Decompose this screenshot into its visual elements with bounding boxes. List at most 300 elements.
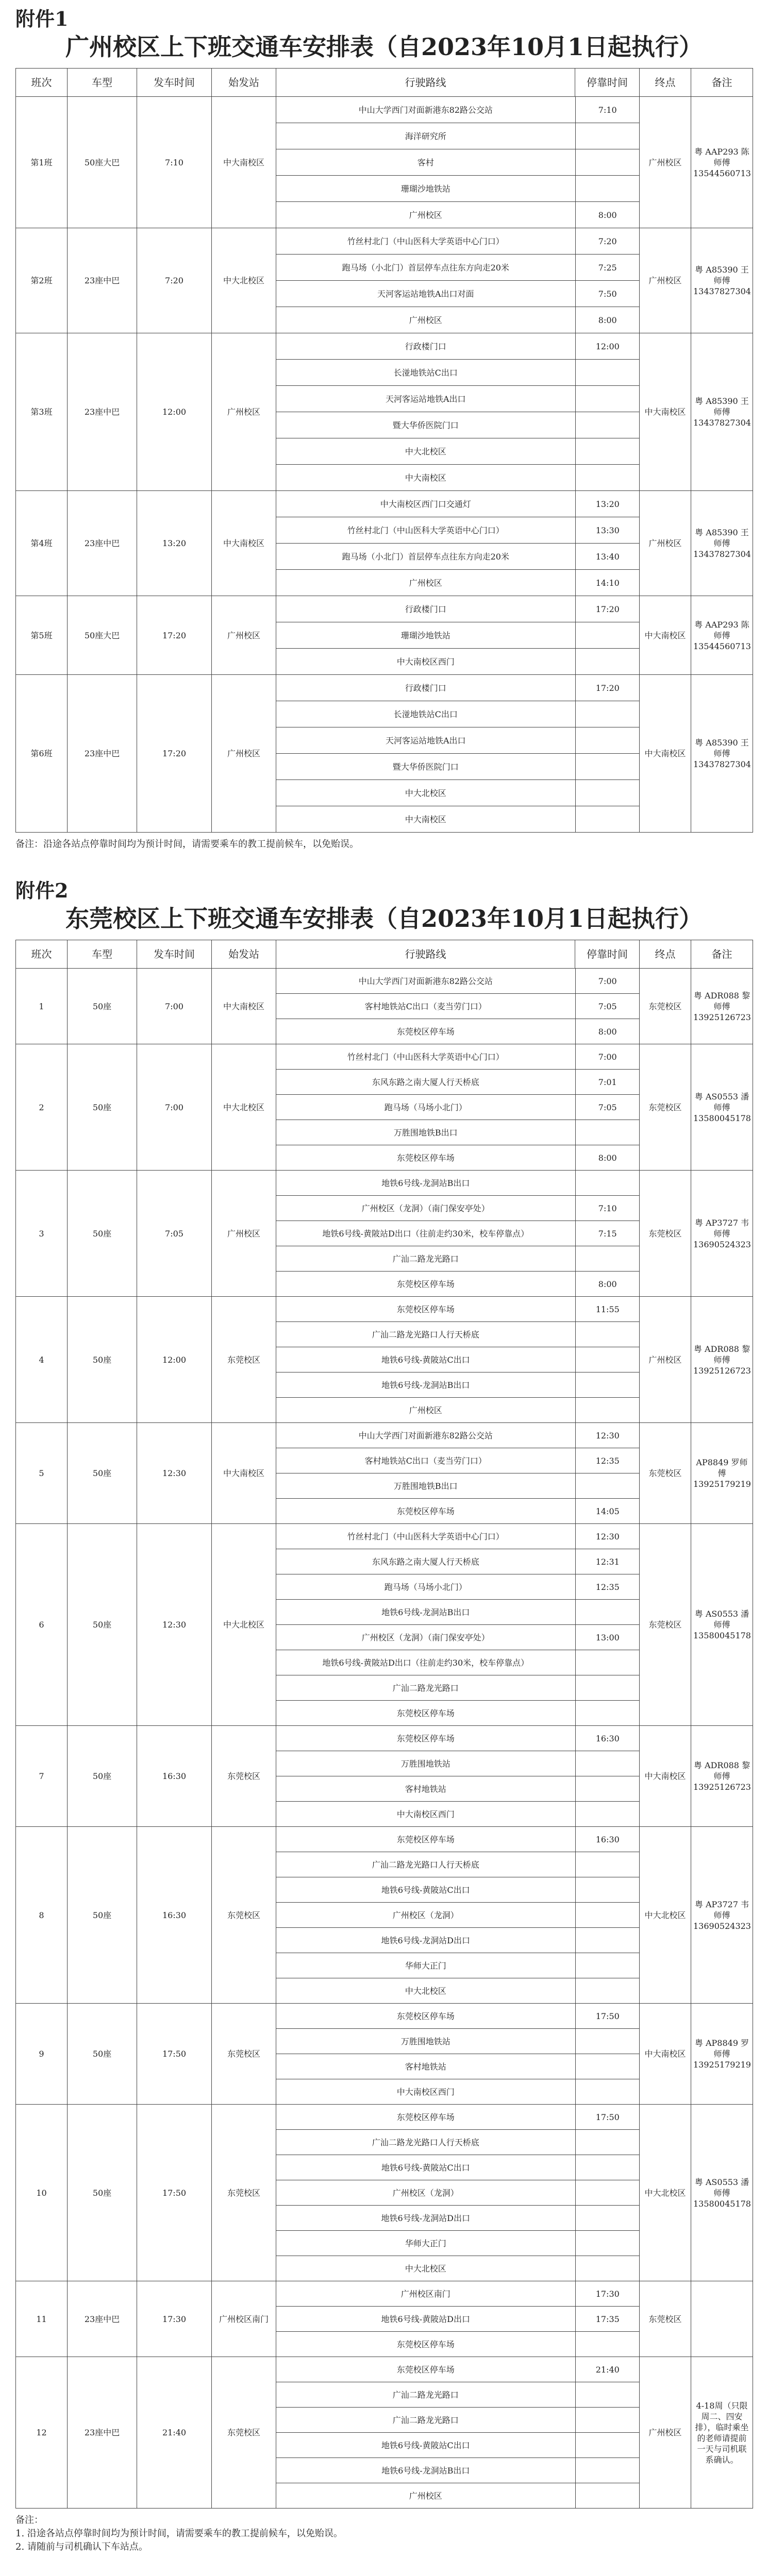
stop-name: 中大北校区 (276, 1978, 575, 2004)
column-header: 备注 (691, 69, 753, 97)
vehicle-type: 50座 (68, 1524, 137, 1726)
stop-name: 地铁6号线-龙洞站B出口 (276, 1171, 575, 1196)
stop-time: 16:30 (575, 1827, 640, 1852)
stop-time (575, 1852, 640, 1877)
stop-time: 8:00 (598, 315, 617, 325)
stop-row (276, 1145, 640, 1171)
stop-row (276, 1044, 640, 1070)
stops-table (276, 969, 640, 1044)
destination-station: 广州校区 (640, 491, 691, 596)
stop-name: 广汕二路龙光路口 (276, 1675, 575, 1701)
stop-name: 中山大学西门对面新港东82路公交站 (276, 1423, 575, 1448)
departure-time: 17:50 (137, 2004, 212, 2105)
stop-name: 东莞校区停车场 (276, 1499, 575, 1524)
stop-row (276, 1802, 640, 1827)
stop-row (276, 1701, 640, 1726)
vehicle-type: 50座 (68, 1044, 137, 1171)
origin-station: 东莞校区 (212, 2105, 276, 2281)
stop-name: 地铁6号线-龙洞站B出口 (276, 1600, 575, 1625)
stop-name: 天河客运站地铁A出口对面 (276, 281, 575, 307)
stop-time (575, 1751, 640, 1776)
stop-time: 7:10 (575, 1196, 640, 1221)
stop-row (276, 1347, 640, 1372)
destination-station: 东莞校区 (640, 1524, 691, 1726)
column-header: 备注 (691, 940, 753, 969)
destination-station: 东莞校区 (640, 1044, 691, 1171)
destination-station: 中大南校区 (640, 596, 691, 675)
stop-row (276, 1549, 640, 1574)
stop-time (575, 701, 640, 727)
dongguan-note (15, 2514, 753, 2554)
stop-time: 13:20 (575, 491, 640, 517)
stop-time: 7:25 (575, 255, 640, 281)
stop-time: 16:30 (575, 1726, 640, 1751)
stop-name: 客村地铁站C出口（麦当劳门口） (276, 1448, 575, 1473)
stop-name: 广汕二路龙光路口人行天桥底 (276, 1852, 575, 1877)
stop-name: 东风东路之南大厦人行天桥底 (276, 1070, 575, 1095)
route-cell (276, 969, 640, 1044)
stop-row (276, 2130, 640, 2155)
stop-name: 东莞校区停车场 (276, 1019, 575, 1044)
stop-name: 客村 (276, 149, 575, 176)
stop-name: 地铁6号线-龙洞站B出口 (276, 1372, 575, 1398)
destination-station: 中大北校区 (640, 1827, 691, 2004)
stop-time: 7:00 (575, 969, 640, 994)
vehicle-type: 50座 (68, 1827, 137, 2004)
stop-name: 中大南校区 (276, 806, 575, 833)
stop-name: 中大南校区西门口交通灯 (276, 491, 575, 517)
stop-row (276, 2281, 640, 2307)
stop-time (575, 2483, 640, 2509)
stop-time: 17:50 (575, 2105, 640, 2130)
shift-number: 5 (16, 1423, 68, 1524)
stop-time: 17:20 (575, 596, 640, 622)
stop-name: 地铁6号线-黄陂站D出口（往前走约30米，校车停靠点） (276, 1650, 575, 1675)
table-row (16, 2004, 753, 2105)
stop-row (276, 1120, 640, 1145)
stop-row (276, 2079, 640, 2105)
route-cell (276, 1423, 640, 1524)
remark: 粤 ADR088 黎师傅 13925126723 (691, 1297, 753, 1423)
departure-time: 12:30 (137, 1524, 212, 1726)
destination-station: 广州校区 (640, 97, 691, 228)
stop-time: 7:15 (575, 1221, 640, 1246)
destination-station: 广州校区 (640, 1297, 691, 1423)
route-cell (276, 1726, 640, 1827)
shift-number: 1 (16, 969, 68, 1044)
stop-name: 地铁6号线-黄陂站C出口 (276, 2155, 575, 2180)
remark: 粤 A85390 王师傅 13437827304 (691, 491, 753, 596)
departure-time: 12:00 (137, 333, 212, 491)
stop-name: 客村地铁站 (276, 2054, 575, 2079)
stop-name: 广汕二路龙光路口 (276, 1246, 575, 1272)
stop-time (575, 1953, 640, 1978)
destination-station: 东莞校区 (640, 2281, 691, 2357)
stop-time: 21:40 (575, 2357, 640, 2382)
stop-row (276, 360, 640, 386)
stop-row (276, 622, 640, 649)
vehicle-type: 23座中巴 (68, 2357, 137, 2509)
stop-row (276, 1852, 640, 1877)
stop-name: 广州校区（龙洞） (276, 2180, 575, 2206)
stop-row (276, 1928, 640, 1953)
stop-row (276, 1978, 640, 2004)
stop-time: 7:20 (575, 228, 640, 255)
stop-row (276, 701, 640, 727)
stop-row (276, 2155, 640, 2180)
stop-row (276, 2458, 640, 2483)
stop-row (276, 1751, 640, 1776)
origin-station: 中大南校区 (212, 969, 276, 1044)
column-header: 终点 (640, 940, 691, 969)
stops-table (276, 97, 640, 228)
stop-name: 万胜围地铁B出口 (276, 1120, 575, 1145)
stop-time (575, 1701, 640, 1726)
vehicle-type: 50座 (68, 969, 137, 1044)
vehicle-type: 23座中巴 (68, 2281, 137, 2357)
destination-station: 中大南校区 (640, 2004, 691, 2105)
stop-name: 东莞校区停车场 (276, 2357, 575, 2382)
departure-time: 12:30 (137, 1423, 212, 1524)
stop-row (276, 1574, 640, 1600)
stop-time: 8:00 (598, 210, 617, 220)
departure-time: 16:30 (137, 1726, 212, 1827)
stop-row (276, 1423, 640, 1448)
vehicle-type: 23座中巴 (68, 333, 137, 491)
stop-row (276, 969, 640, 994)
stop-name: 长湴地铁站C出口 (276, 360, 575, 386)
vehicle-type: 50座 (68, 1171, 137, 1297)
vehicle-type: 23座中巴 (68, 228, 137, 333)
stop-name: 珊瑚沙地铁站 (276, 622, 575, 649)
origin-station: 广州校区 (212, 333, 276, 491)
stop-name: 竹丝村北门（中山医科大学英语中心门口） (276, 228, 575, 255)
stop-row (276, 2307, 640, 2332)
dongguan-note-title: 备注： (15, 2515, 43, 2526)
destination-station: 东莞校区 (640, 1423, 691, 1524)
stop-row (276, 649, 640, 675)
stop-row (276, 570, 640, 596)
stop-name: 跑马场（小北门）首层停车点往东方向走20米 (276, 255, 575, 281)
stop-name: 东莞校区停车场 (276, 1272, 575, 1297)
stops-table (276, 1827, 640, 2003)
column-header: 停靠时间 (575, 69, 640, 97)
guangzhou-schedule-title: 广州校区上下班交通车安排表（自2023年10月1日起执行） (65, 33, 703, 61)
vehicle-type: 50座 (68, 1297, 137, 1423)
stop-name: 华师大正门 (276, 2231, 575, 2256)
table-row (16, 97, 753, 228)
stop-row (276, 491, 640, 517)
stop-time (575, 622, 640, 649)
route-cell (276, 2004, 640, 2105)
stop-row (276, 1196, 640, 1221)
stop-time (575, 649, 640, 675)
stop-time (575, 2332, 640, 2357)
stop-name: 东风东路之南大厦人行天桥底 (276, 1549, 575, 1574)
stop-time (575, 2130, 640, 2155)
remark: 粤 AS0553 潘师傅 13580045178 (691, 1524, 753, 1726)
stop-time (575, 754, 640, 780)
stop-time (575, 1802, 640, 1827)
route-cell (276, 675, 640, 833)
stop-row (276, 1171, 640, 1196)
table-row (16, 1726, 753, 1827)
dongguan-note-line-2: 2. 请随前与司机确认下车站点。 (15, 2541, 148, 2552)
stop-row (276, 2231, 640, 2256)
stop-name: 地铁6号线-黄陂站C出口 (276, 1347, 575, 1372)
shift-number: 第5班 (16, 596, 68, 675)
stop-row (276, 1297, 640, 1322)
stop-row (276, 333, 640, 360)
stop-time: 7:05 (575, 994, 640, 1019)
stop-time (575, 806, 640, 833)
stop-name: 广州校区 (276, 307, 575, 333)
stop-time (575, 2408, 640, 2433)
stop-time (575, 1473, 640, 1499)
column-header: 停靠时间 (575, 940, 640, 969)
stop-row (276, 2483, 640, 2509)
stops-table (276, 1171, 640, 1296)
vehicle-type: 23座中巴 (68, 675, 137, 833)
vehicle-type: 23座中巴 (68, 491, 137, 596)
stop-name: 万胜围地铁B出口 (276, 1473, 575, 1499)
shift-number: 11 (16, 2281, 68, 2357)
page (0, 7, 768, 2554)
stop-name: 珊瑚沙地铁站 (276, 176, 575, 202)
stop-row (276, 780, 640, 806)
table-header-row (16, 69, 753, 97)
origin-station: 东莞校区 (212, 1726, 276, 1827)
stops-table (276, 491, 640, 596)
stop-name: 广州校区 (276, 570, 575, 596)
remark: 粤 AAP293 陈师傅 13544560713 (691, 97, 753, 228)
destination-station: 中大北校区 (640, 2105, 691, 2281)
route-cell (276, 596, 640, 675)
stop-row (276, 438, 640, 465)
stop-time (575, 2231, 640, 2256)
stop-row (276, 1448, 640, 1473)
departure-time: 16:30 (137, 1827, 212, 2004)
stop-name: 天河客运站地铁A出口 (276, 727, 575, 754)
stop-row (276, 994, 640, 1019)
remark: 粤 AP3727 韦师傅 13690524323 (691, 1171, 753, 1297)
stops-table (276, 596, 640, 674)
stop-time (575, 1347, 640, 1372)
stop-row (276, 2382, 640, 2408)
stop-row (276, 1675, 640, 1701)
stop-name: 东莞校区停车场 (276, 2105, 575, 2130)
stop-name: 东莞校区停车场 (276, 1145, 575, 1171)
table-row (16, 1297, 753, 1423)
stop-time (575, 2382, 640, 2408)
origin-station: 东莞校区 (212, 2357, 276, 2509)
shift-number: 6 (16, 1524, 68, 1726)
stop-name: 东莞校区停车场 (276, 1701, 575, 1726)
origin-station: 中大北校区 (212, 1044, 276, 1171)
departure-time: 17:20 (137, 596, 212, 675)
shift-number: 8 (16, 1827, 68, 2004)
column-header: 班次 (16, 69, 68, 97)
attachment-2-label: 附件2 (15, 879, 69, 902)
route-cell (276, 2357, 640, 2509)
shift-number: 3 (16, 1171, 68, 1297)
stop-time (575, 123, 640, 149)
table-row (16, 2281, 753, 2357)
origin-station: 中大南校区 (212, 97, 276, 228)
vehicle-type: 50座大巴 (68, 97, 137, 228)
stop-name: 万胜围地铁站 (276, 1751, 575, 1776)
stop-name: 中大南校区 (276, 465, 575, 491)
stop-name: 广汕二路龙光路口人行天桥底 (276, 2130, 575, 2155)
stop-row (276, 307, 640, 333)
stop-row (276, 255, 640, 281)
stop-time (575, 727, 640, 754)
stop-name: 竹丝村北门（中山医科大学英语中心门口） (276, 517, 575, 544)
stop-row (276, 97, 640, 123)
stop-time (575, 1776, 640, 1802)
stop-name: 行政楼门口 (276, 333, 575, 360)
column-header: 行驶路线 (276, 69, 575, 97)
stop-time: 7:50 (575, 281, 640, 307)
origin-station: 中大南校区 (212, 1423, 276, 1524)
stop-row (276, 2256, 640, 2281)
departure-time: 7:10 (137, 97, 212, 228)
stop-name: 中大南校区西门 (276, 649, 575, 675)
stop-name: 暨大华侨医院门口 (276, 412, 575, 438)
shift-number: 10 (16, 2105, 68, 2281)
stop-time: 8:00 (598, 1279, 617, 1289)
stops-table (276, 675, 640, 832)
stop-name: 东莞校区停车场 (276, 2004, 575, 2029)
route-cell (276, 2105, 640, 2281)
column-header: 班次 (16, 940, 68, 969)
stop-time: 17:30 (575, 2281, 640, 2307)
stop-row (276, 1953, 640, 1978)
stop-time (575, 1600, 640, 1625)
stop-time: 8:00 (598, 1026, 617, 1037)
stop-time (575, 2054, 640, 2079)
stop-row (276, 176, 640, 202)
stop-row (276, 1600, 640, 1625)
stop-name: 中山大学西门对面新港东82路公交站 (276, 97, 575, 123)
stop-time (575, 2458, 640, 2483)
stop-time (575, 412, 640, 438)
stop-time: 13:30 (575, 517, 640, 544)
stop-row (276, 465, 640, 491)
stop-name: 广州校区 (276, 202, 575, 228)
column-header: 行驶路线 (276, 940, 575, 969)
stop-name: 客村地铁站C出口（麦当劳门口） (276, 994, 575, 1019)
stop-row (276, 386, 640, 412)
shift-number: 第6班 (16, 675, 68, 833)
stop-name: 东莞校区停车场 (276, 1827, 575, 1852)
stop-name: 客村地铁站 (276, 1776, 575, 1802)
stop-row (276, 1726, 640, 1751)
stop-row (276, 228, 640, 255)
stop-name: 地铁6号线-黄陂站C出口 (276, 2433, 575, 2458)
stop-row (276, 281, 640, 307)
stops-table (276, 333, 640, 490)
stops-table (276, 2281, 640, 2357)
stop-row (276, 544, 640, 570)
guangzhou-schedule-table (15, 68, 753, 833)
origin-station: 中大北校区 (212, 228, 276, 333)
stop-name: 海洋研究所 (276, 123, 575, 149)
table-row (16, 1171, 753, 1297)
departure-time: 17:20 (137, 675, 212, 833)
table-row (16, 333, 753, 491)
destination-station: 东莞校区 (640, 1171, 691, 1297)
stop-time (575, 2180, 640, 2206)
destination-station: 中大南校区 (640, 333, 691, 491)
stop-time: 12:30 (575, 1423, 640, 1448)
departure-time: 7:00 (137, 969, 212, 1044)
remark: 粤 A85390 王师傅 13437827304 (691, 333, 753, 491)
stop-row (276, 1398, 640, 1423)
stop-time (575, 1398, 640, 1423)
stop-name: 广汕二路龙光路口 (276, 2408, 575, 2433)
route-cell (276, 333, 640, 491)
stop-time: 12:35 (575, 1448, 640, 1473)
remark: 4-18周（只限周二、四安排），临时乘坐的老师请提前一天与司机联系确认。 (691, 2357, 753, 2509)
stop-time (575, 386, 640, 412)
remark: AP8849 罗师傅 13925179219 (691, 1423, 753, 1524)
stop-row (276, 202, 640, 228)
route-cell (276, 228, 640, 333)
shift-number: 第1班 (16, 97, 68, 228)
stop-time (575, 438, 640, 465)
stop-time (575, 2079, 640, 2105)
stop-time: 13:40 (575, 544, 640, 570)
stop-name: 竹丝村北门（中山医科大学英语中心门口） (276, 1044, 575, 1070)
departure-time: 17:30 (137, 2281, 212, 2357)
stop-row (276, 2433, 640, 2458)
stop-row (276, 1524, 640, 1549)
stop-name: 万胜围地铁站 (276, 2029, 575, 2054)
stop-row (276, 596, 640, 622)
table-row (16, 2357, 753, 2509)
column-header: 发车时间 (137, 69, 212, 97)
stop-row (276, 1019, 640, 1044)
stop-row (276, 412, 640, 438)
stop-row (276, 1877, 640, 1903)
stop-time: 17:20 (575, 675, 640, 701)
dongguan-schedule-title: 东莞校区上下班交通车安排表（自2023年10月1日起执行） (65, 905, 703, 933)
remark: 粤 A85390 王师傅 13437827304 (691, 675, 753, 833)
shift-number: 2 (16, 1044, 68, 1171)
stop-row (276, 1499, 640, 1524)
stop-time (575, 360, 640, 386)
remark: 粤 AP3727 韦师傅 13690524323 (691, 1827, 753, 2004)
remark (691, 2281, 753, 2357)
vehicle-type: 50座 (68, 2105, 137, 2281)
shift-number: 9 (16, 2004, 68, 2105)
stop-row (276, 1776, 640, 1802)
stop-row (276, 149, 640, 176)
stops-table (276, 2004, 640, 2104)
route-cell (276, 97, 640, 228)
stop-time: 7:10 (575, 97, 640, 123)
stop-row (276, 2180, 640, 2206)
stop-row (276, 1827, 640, 1852)
stop-row (276, 806, 640, 833)
stop-time: 11:55 (575, 1297, 640, 1322)
shift-number: 第2班 (16, 228, 68, 333)
table-header-row (16, 940, 753, 969)
stop-name: 长湴地铁站C出口 (276, 701, 575, 727)
departure-time: 17:50 (137, 2105, 212, 2281)
stop-name: 东莞校区停车场 (276, 1726, 575, 1751)
